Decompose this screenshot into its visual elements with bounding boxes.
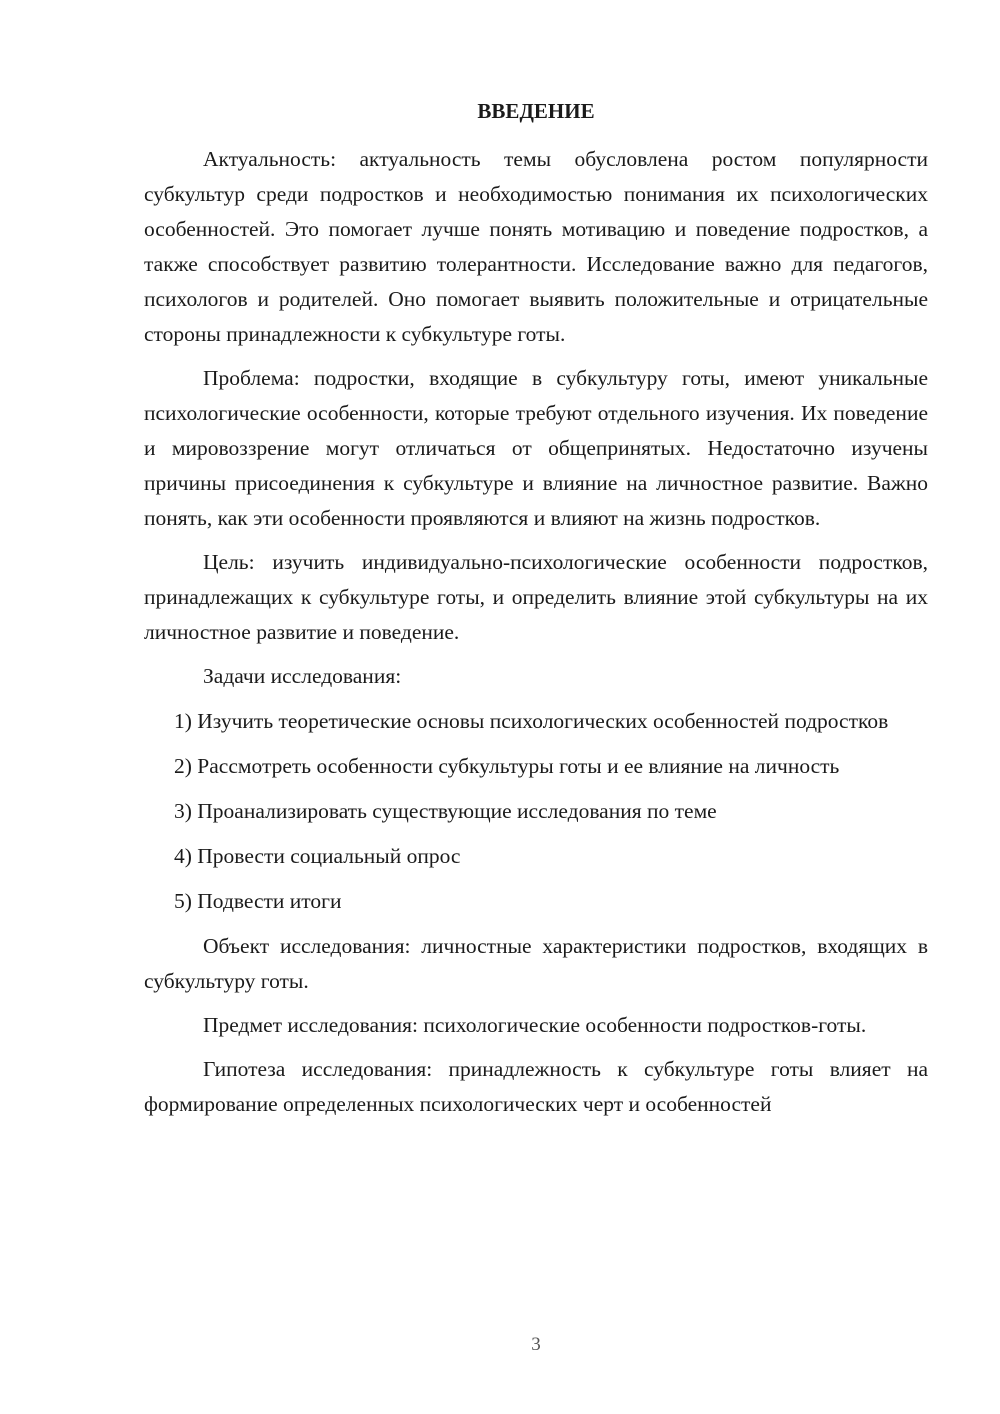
paragraph-subject: Предмет исследования: психологические особенности подростков-готы.	[203, 1013, 867, 1037]
tasks-title: Задачи исследования:	[203, 664, 402, 688]
paragraph-problem: Проблема: подростки, входящие в субкультуру готы, имеют уникальные психологические особенности, которые требуют отдельного изучения. Их поведение и мировоззрение могут отличаться от общепринятых. Недостаточно изучены причины присоединения к субкультуре и влияние на личностное развитие. Важно понять, как эти особенности проявляются и влияют на жизнь подростков.	[144, 366, 928, 530]
tasks-list	[144, 704, 928, 919]
list-item: 3) Проанализировать существующие исследования по теме	[174, 799, 717, 823]
list-item: 4) Провести социальный опрос	[174, 844, 461, 868]
section-heading: ВВЕДЕНИЕ	[477, 99, 595, 123]
list-item: 5) Подвести итоги	[174, 889, 342, 913]
paragraph-hypothesis: Гипотеза исследования: принадлежность к субкультуре готы влияет на формирование определенных психологических черт и особенностей	[144, 1057, 928, 1116]
list-item: 1) Изучить теоретические основы психологических особенностей подростков	[174, 709, 889, 733]
paragraph-goal: Цель: изучить индивидуально-психологические особенности подростков, принадлежащих к субкультуре готы, и определить влияние этой субкультуры на их личностное развитие и поведение.	[144, 550, 928, 644]
page-number: 3	[531, 1334, 541, 1355]
paragraph-relevance: Актуальность: актуальность темы обусловлена ростом популярности субкультур среди подростков и необходимостью понимания их психологических особенностей. Это помогает лучше понять мотивацию и поведение подростков, а также способствует развитию толерантности. Исследование важно для педагогов, психологов и родителей. Оно помогает выявить положительные и отрицательные стороны принадлежности к субкультуре готы.	[144, 147, 928, 346]
paragraph-object: Объект исследования: личностные характеристики подростков, входящих в субкультуру готы.	[144, 934, 928, 993]
page-body	[144, 96, 928, 1131]
list-item: 2) Рассмотреть особенности субкультуры готы и ее влияние на личность	[174, 754, 840, 778]
